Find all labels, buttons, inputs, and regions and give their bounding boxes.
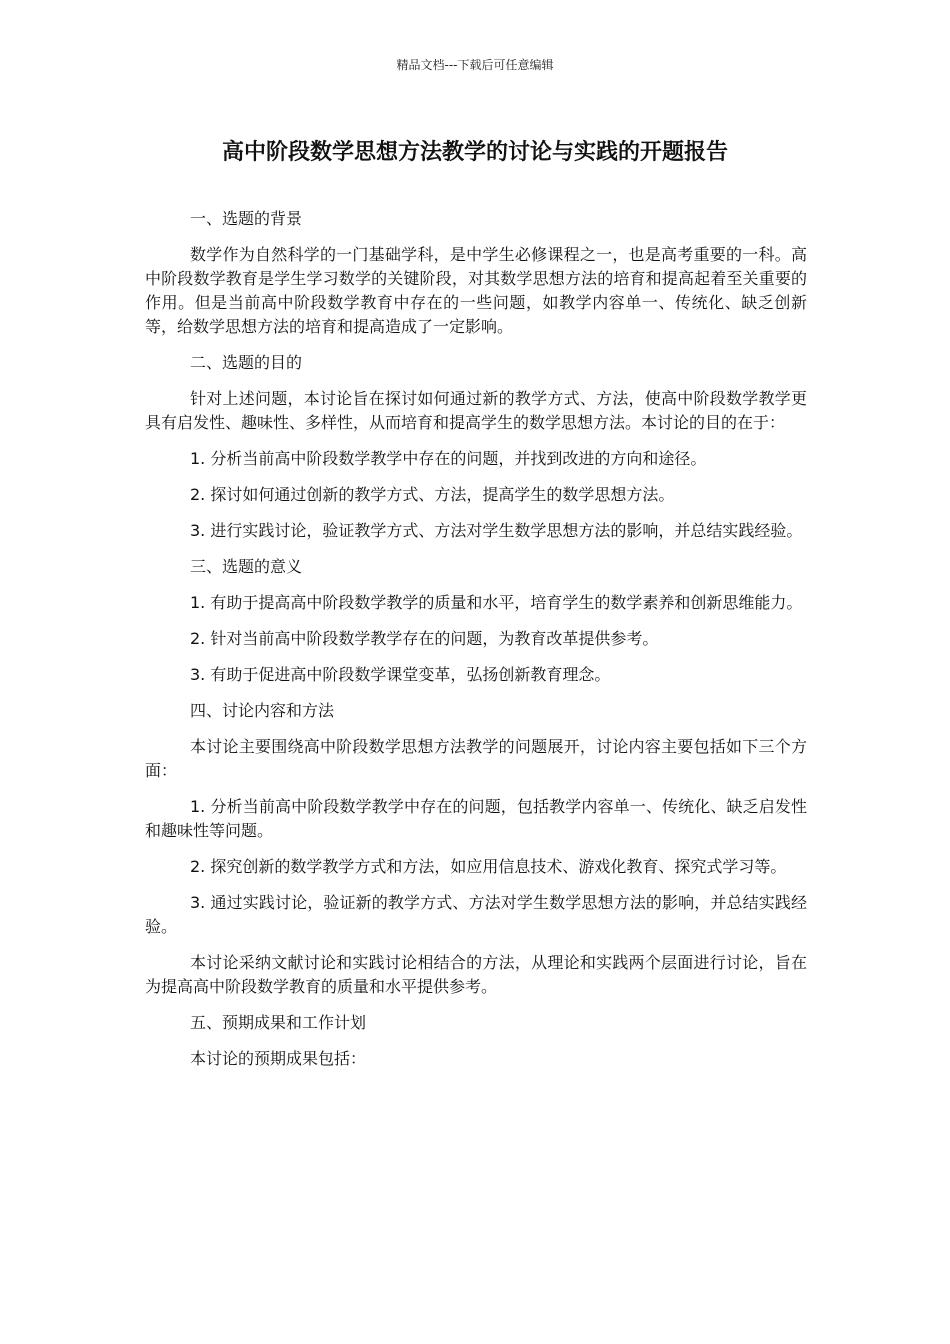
section-heading-purpose: 二、选题的目的 bbox=[190, 353, 303, 372]
document-title: 高中阶段数学思想方法教学的讨论与实践的开题报告 bbox=[221, 140, 728, 165]
content-item-2: 2. 探究创新的数学教学方式和方法，如应用信息技术、游戏化教育、探究式学习等。 bbox=[190, 857, 787, 876]
page-header-note: 精品文档---下载后可任意编辑 bbox=[396, 58, 554, 72]
content-item-3: 3. 通过实践讨论，验证新的教学方式、方法对学生数学思想方法的影响，并总结实践经验。 bbox=[145, 893, 807, 936]
paragraph-expected-results: 本讨论的预期成果包括： bbox=[190, 1049, 367, 1068]
paragraph-background: 数学作为自然科学的一门基础学科，是中学生必修课程之一，也是高考重要的一科。高中阶段数学教育是学生学习数学的关键阶段，对其数学思想方法的培育和提高起着至关重要的作用。但是当前高中阶段数学教育中存在的一些问题，如教学内容单一、传统化、缺乏创新等，给数学思想方法的培育和提高造成了一定影响。 bbox=[145, 245, 807, 336]
purpose-item-2: 2. 探讨如何通过创新的教学方式、方法，提高学生的数学思想方法。 bbox=[190, 485, 675, 504]
content-item-1: 1. 分析当前高中阶段数学教学中存在的问题，包括教学内容单一、传统化、缺乏启发性和趣味性等问题。 bbox=[145, 797, 807, 840]
document-body bbox=[145, 207, 807, 1083]
purpose-item-1: 1. 分析当前高中阶段数学教学中存在的问题，并找到改进的方向和途径。 bbox=[190, 449, 707, 468]
section-heading-content-methods: 四、讨论内容和方法 bbox=[190, 701, 335, 720]
paragraph-methods: 本讨论采纳文献讨论和实践讨论相结合的方法，从理论和实践两个层面进行讨论，旨在为提高高中阶段数学教育的质量和水平提供参考。 bbox=[145, 953, 807, 996]
significance-item-1: 1. 有助于提高高中阶段数学教学的质量和水平，培育学生的数学素养和创新思维能力。 bbox=[190, 593, 803, 612]
paragraph-purpose: 针对上述问题，本讨论旨在探讨如何通过新的教学方式、方法，使高中阶段数学教学更具有启发性、趣味性、多样性，从而培育和提高学生的数学思想方法。本讨论的目的在于： bbox=[145, 389, 807, 432]
section-heading-background: 一、选题的背景 bbox=[190, 209, 303, 228]
paragraph-content-intro: 本讨论主要围绕高中阶段数学思想方法教学的问题展开，讨论内容主要包括如下三个方面： bbox=[145, 737, 807, 780]
purpose-item-3: 3. 进行实践讨论，验证教学方式、方法对学生数学思想方法的影响，并总结实践经验。 bbox=[190, 521, 803, 540]
section-heading-expected-results: 五、预期成果和工作计划 bbox=[190, 1013, 367, 1032]
significance-item-2: 2. 针对当前高中阶段数学教学存在的问题，为教育改革提供参考。 bbox=[190, 629, 659, 648]
section-heading-significance: 三、选题的意义 bbox=[190, 557, 303, 576]
significance-item-3: 3. 有助于促进高中阶段数学课堂变革，弘扬创新教育理念。 bbox=[190, 665, 611, 684]
